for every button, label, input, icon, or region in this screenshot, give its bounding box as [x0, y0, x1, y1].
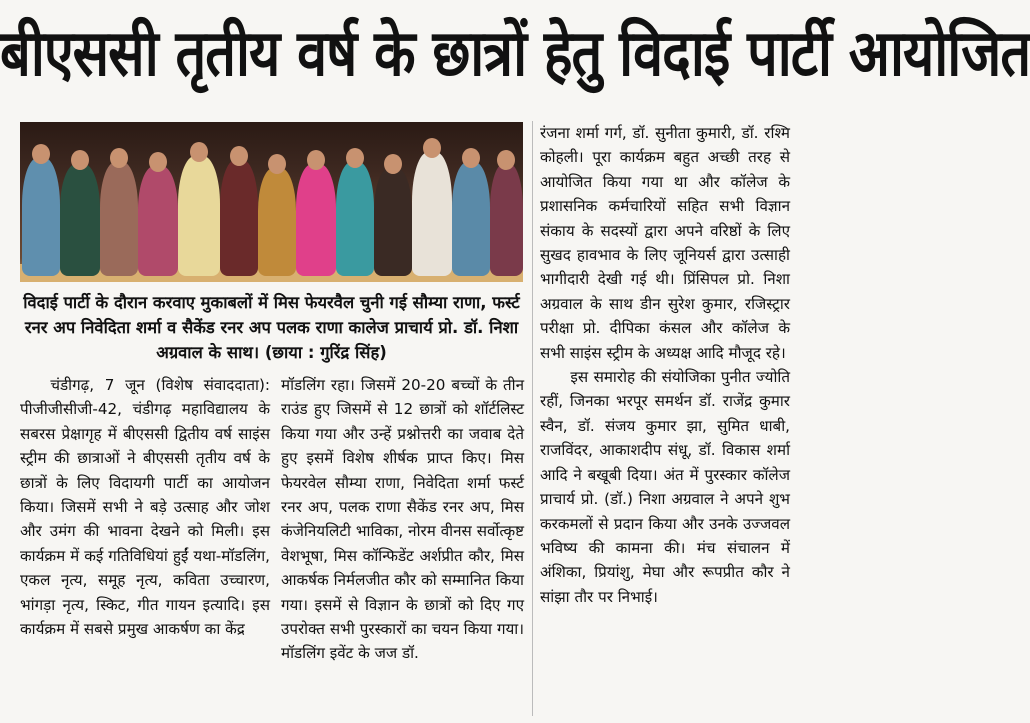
article-paragraph: चंडीगढ़, 7 जून (विशेष संवाददाता): पीजीजीसीजी-42, चंडीगढ़ महाविद्यालय के सबरस प्रेक्षागृह में बीएससी द्वितीय वर्ष साइंस स्ट्रीम की छात्राओं ने बीएससी तृतीय वर्ष के छात्रों के लिए विदायगी पार्टी का आयोजन किया। जिसमें सभी ने बड़े उत्साह और जोश और उमंग की भावना देखने को मिली। इस कार्यक्रम में कई गतिविधियां हुईं यथा-मॉडलिंग, एकल नृत्य, समूह नृत्य, कविता उच्चारण, भांगड़ा नृत्य, स्किट, गीत गायन इत्यादि। इस कार्यक्रम में सबसे प्रमुख आकर्षण का केंद्र	[20, 376, 270, 639]
article-column-1	[20, 373, 270, 641]
column-divider	[532, 121, 533, 716]
article-paragraph: रंजना शर्मा गर्ग, डॉ. सुनीता कुमारी, डॉ. रश्मि कोहली। पूरा कार्यक्रम बहुत अच्छी तरह से आयोजित किया गया था और कॉलेज के प्रशासनिक कर्मचारियों सहित सभी विज्ञान संकाय के सदस्यों द्वारा अपने वरिष्ठों के लिए सुखद हावभाव के लिए जूनियर्स द्वारा उत्साही भागीदारी देखी गई थी। प्रिंसिपल प्रो. निशा अग्रवाल के साथ डीन सुरेश कुमार, रजिस्ट्रार परीक्षा प्रो. दीपिका कंसल और कॉलेज के सभी साइंस स्ट्रीम के अध्यक्ष आदि मौजूद रहे।	[540, 124, 790, 362]
article-paragraph: मॉडलिंग रहा। जिसमें 20-20 बच्चों के तीन राउंड हुए जिसमें से 12 छात्रों को शॉर्टलिस्ट किया गया और उन्हें प्रश्नोत्तरी का जवाब देते हुए इसमें विशेष शीर्षक प्राप्त किए। मिस फेयरवेल सौम्या राणा, निवेदिता शर्मा फर्स्ट रनर अप, पलक राणा सैकेंड रनर अप, मिस कंजेनियलिटी भाविका, नोरम वीनस सर्वोत्कृष्ट वेशभूषा, मिस कॉन्फिडेंट अर्शप्रीत कौर, मिस आकर्षक निर्मलजीत कौर को सम्मानित किया गया। इसमें से विज्ञान के छात्रों को दिए गए उपरोक्त सभी पुरस्कारों का चयन किया गया। मॉडलिंग इवेंट के जज डॉ.	[281, 376, 524, 663]
article-paragraph: इस समारोह की संयोजिका पुनीत ज्योति रहीं, जिनका भरपूर समर्थन डॉ. राजेंद्र कुमार स्वैन, डॉ. संजय कुमार झा, सुमित धाबी, राजविंदर, आकाशदीप संधू, डॉ. विकास शर्मा आदि ने बखूबी दिया। अंत में पुरस्कार कॉलेज प्राचार्य प्रो. (डॉ.) निशा अग्रवाल ने अपने शुभ करकमलों से प्रदान किया और उनके उज्जवल भविष्य की कामना की। मंच संचालन में अंशिका, प्रियांशु, मेघा और रूपप्रीत कौर ने सांझा तौर पर निभाई।	[540, 368, 790, 606]
article-column-3	[540, 121, 790, 609]
photo-caption: विदाई पार्टी के दौरान करवाए मुकाबलों में मिस फेयरवैल चुनी गई सौम्या राणा, फर्स्ट रनर अप निवेदिता शर्मा व सैकेंड रनर अप पलक राणा कालेज प्राचार्य प्रो. डॉ. निशा अग्रवाल के साथ। (छाया : गुरिंद्र सिंह)	[23, 293, 520, 362]
headline: बीएससी तृतीय वर्ष के छात्रों हेतु विदाई पार्टी आयोजित	[0, 16, 1030, 91]
group-photo	[20, 122, 523, 282]
article-column-2	[281, 373, 524, 666]
